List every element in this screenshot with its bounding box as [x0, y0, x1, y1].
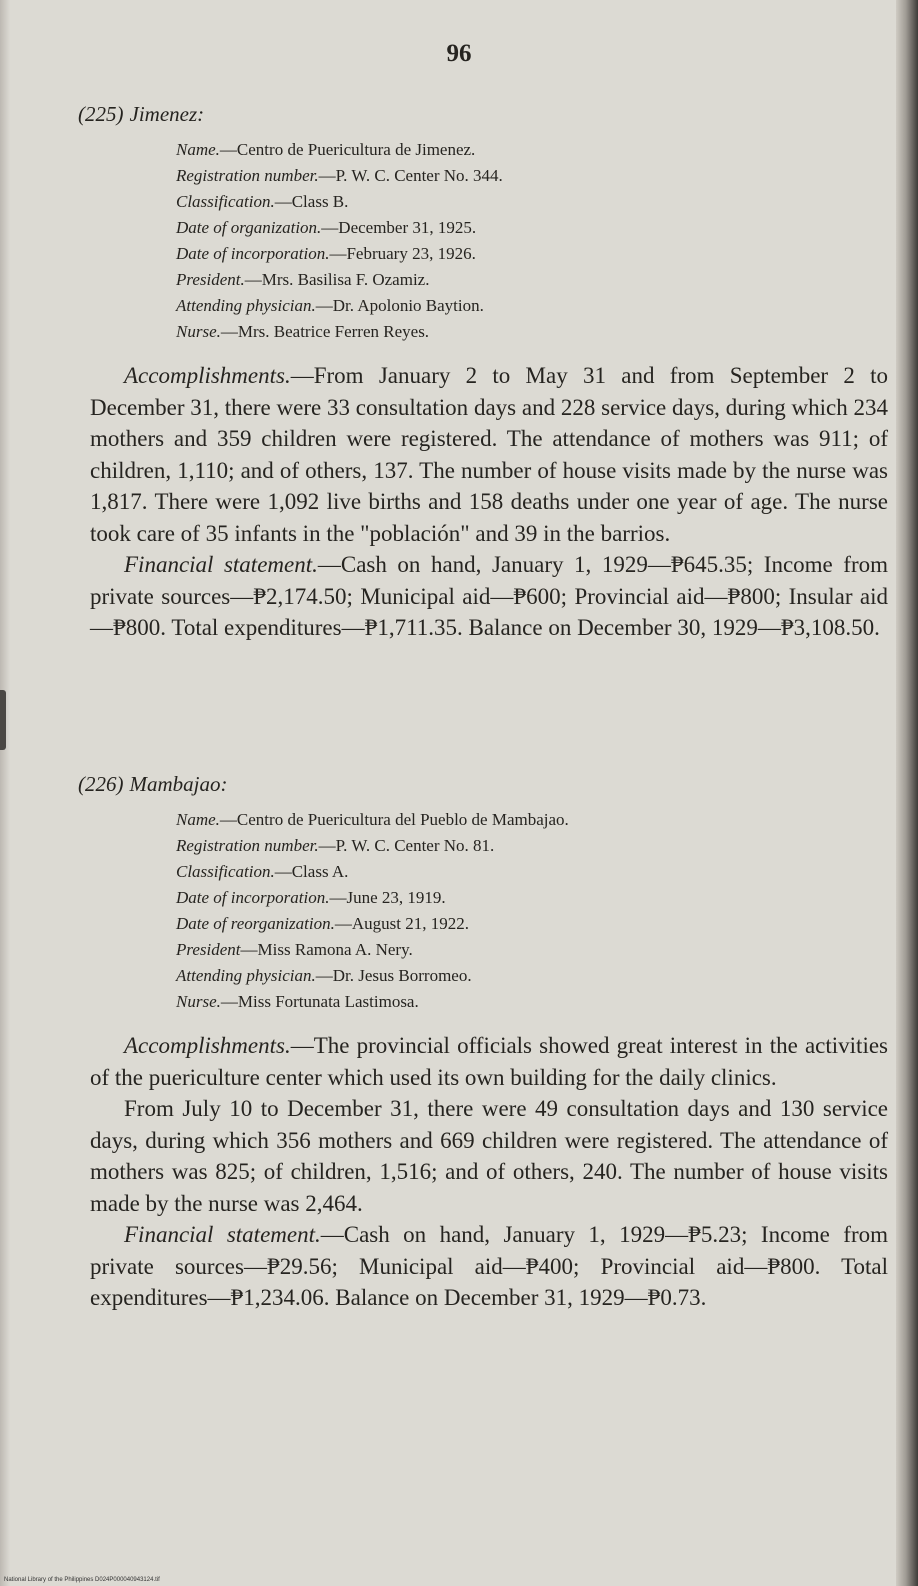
detail-physician: Attending physician.—Dr. Apolonio Baytion.: [176, 296, 484, 315]
detail-president: President—Miss Ramona A. Nery.: [176, 940, 413, 959]
detail-physician: Attending physician.—Dr. Jesus Borromeo.: [176, 966, 472, 985]
detail-classification: Classification.—Class B.: [176, 192, 349, 211]
detail-name: Name.—Centro de Puericultura de Jimenez.: [176, 140, 476, 159]
section-number: (226): [78, 772, 124, 796]
page-left-edge: [0, 0, 10, 1586]
detail-registration: Registration number.—P. W. C. Center No. 81.: [176, 836, 495, 855]
detail-name: Name.—Centro de Puericultura del Pueblo de Mambajao.: [176, 810, 569, 829]
section-jimenez-text: [78, 360, 888, 644]
detail-president: President.—Mrs. Basilisa F. Ozamiz.: [176, 270, 430, 289]
page-number: 96: [446, 40, 472, 67]
detail-incorporation-date: Date of incorporation.—June 23, 1919.: [176, 888, 446, 907]
section-jimenez: [78, 102, 888, 345]
section-place: Mambajao:: [129, 772, 228, 796]
section-place: Jimenez:: [129, 102, 205, 126]
detail-incorporation-date: Date of incorporation.—February 23, 1926.: [176, 244, 476, 263]
detail-organization-date: Date of organization.—December 31, 1925.: [176, 218, 477, 237]
detail-registration: Registration number.—P. W. C. Center No. 344.: [176, 166, 503, 185]
paragraph-accomplishments: Accomplishments.—From January 2 to May 31 and from September 2 to December 31, there were 33 consultation days and 228 service days, during which 234 mothers and 359 children were registered. The attendance of mothers was 911; of children, 1,110; and of others, 137. The number of house visits made by the nurse was 1,817. There were 1,092 live births and 158 deaths under one year of age. The nurse took care of 35 infants in the "población" and 39 in the barrios.: [90, 363, 888, 546]
paragraph-financial-statement: Financial statement.—Cash on hand, January 1, 1929—₱645.35; Income from private sources—₱2,174.50; Municipal aid—₱600; Provincial aid—₱800; Insular aid—₱800. Total expenditures—₱1,711.35. Balance on December 30, 1929—₱3,108.50.: [90, 552, 889, 640]
page-right-edge: [896, 0, 918, 1586]
center-details: [176, 807, 888, 1015]
section-mambajao-text: [78, 1030, 888, 1314]
detail-nurse: Nurse.—Mrs. Beatrice Ferren Reyes.: [176, 322, 430, 341]
paragraph-attendance: From July 10 to December 31, there were 49 consultation days and 130 service days, during which 356 mothers and 669 children were registered. The attendance of mothers was 825; of children, 1,516; and of others, 240. The number of house visits made by the nurse was 2,464.: [90, 1096, 888, 1216]
section-number: (225): [78, 102, 124, 126]
section-heading: [78, 772, 888, 797]
section-heading: [78, 102, 888, 127]
center-details: [176, 137, 888, 345]
paragraph-accomplishments: Accomplishments.—The provincial officials showed great interest in the activities of the puericulture center which used its own building for the daily clinics.: [90, 1033, 888, 1090]
section-mambajao: [78, 772, 888, 1015]
binding-mark: [0, 690, 6, 750]
detail-reorganization-date: Date of reorganization.—August 21, 1922.: [176, 914, 469, 933]
detail-classification: Classification.—Class A.: [176, 862, 349, 881]
paragraph-financial-statement: Financial statement.—Cash on hand, January 1, 1929—₱5.23; Income from private sources—₱29.56; Municipal aid—₱400; Provincial aid—₱800. Total expenditures—₱1,234.06. Balance on December 31, 1929—₱0.73.: [90, 1222, 889, 1310]
scan-credit: National Library of the Philippines D024P000040943124.tif: [4, 1577, 160, 1583]
detail-nurse: Nurse.—Miss Fortunata Lastimosa.: [176, 992, 419, 1011]
